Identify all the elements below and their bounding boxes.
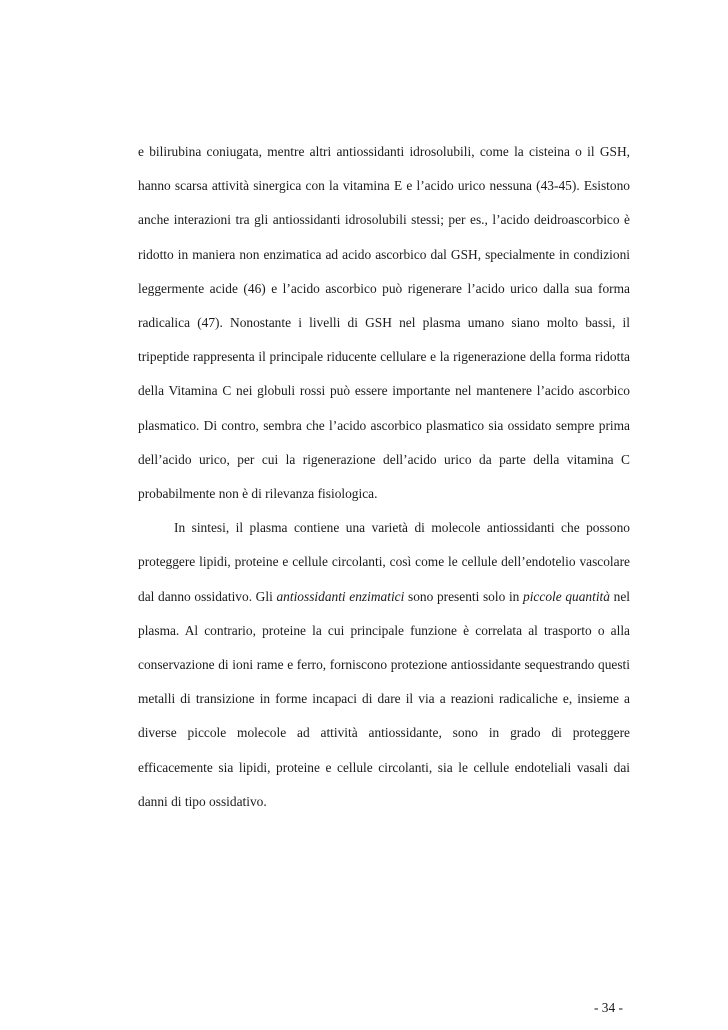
emphasis-piccole-quantita: piccole quantità: [523, 588, 610, 604]
emphasis-antiossidanti-enzimatici: antiossidanti enzimatici: [276, 588, 405, 604]
body-text: [138, 135, 630, 819]
paragraph-1: e bilirubina coniugata, mentre altri antiossidanti idrosolubili, come la cisteina o il GSH, hanno scarsa attività sinergica con la vitamina E e l’acido urico nessuna (43-45). Esistono anche interazioni tra gli antiossidanti idrosolubili stessi; per es., l’acido deidroascorbico è ridotto in maniera non enzimatica ad acido ascorbico dal GSH, specialmente in condizioni leggermente acide (46) e l’acido ascorbico può rigenerare l’acido urico dalla sua forma radicalica (47). Nonostante i livelli di GSH nel plasma umano siano molto bassi, il tripeptide rappresenta il principale riducente cellulare e la rigenerazione della forma ridotta della Vitamina C nei globuli rossi può essere importante nel mantenere l’acido ascorbico plasmatico. Di contro, sembra che l’acido ascorbico plasmatico sia ossidato sempre prima dell’acido urico, per cui la rigenerazione dell’acido urico da parte della vitamina C probabilmente non è di rilevanza fisiologica.: [138, 144, 630, 502]
paragraph-2-part-1: In sintesi, il plasma contiene una varietà di molecole antiossidanti che possono proteggere lipidi, proteine e cellule circolanti, così come le cellule dell’endotelio vascolare dal danno ossidativo. Gli: [138, 520, 630, 604]
paragraph-2: [138, 511, 630, 819]
paragraph-2-part-2: sono presenti solo in: [404, 588, 524, 604]
page-number: - 34 -: [593, 1000, 623, 1015]
paragraph-2-part-3: nel plasma. Al contrario, proteine la cui principale funzione è correlata al trasporto o alla conservazione di ioni rame e ferro, forniscono protezione antiossidante sequestrando questi metalli di transizione in forme incapaci di dare il via a reazioni radicaliche e, insieme a diverse piccole molecole ad attività antiossidante, sono in grado di proteggere efficacemente sia lipidi, proteine e cellule circolanti, sia le cellule endoteliali vasali dai danni di tipo ossidativo.: [138, 588, 630, 809]
